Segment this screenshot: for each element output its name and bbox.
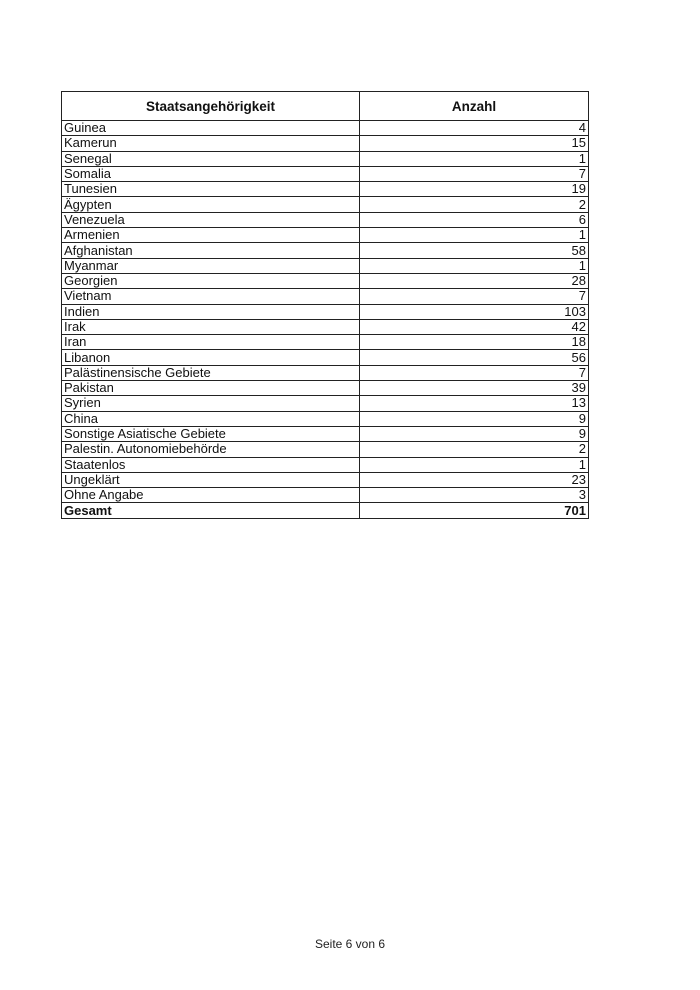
- cell-count: 7: [360, 365, 589, 380]
- cell-count: 42: [360, 319, 589, 334]
- cell-count: 39: [360, 381, 589, 396]
- cell-count: 56: [360, 350, 589, 365]
- cell-count: 23: [360, 472, 589, 487]
- cell-count: 2: [360, 197, 589, 212]
- cell-count: 58: [360, 243, 589, 258]
- table-row: [62, 121, 589, 136]
- cell-nationality: Myanmar: [62, 258, 360, 273]
- cell-nationality: Indien: [62, 304, 360, 319]
- cell-nationality: Staatenlos: [62, 457, 360, 472]
- table-row: [62, 457, 589, 472]
- table-row: [62, 212, 589, 227]
- cell-nationality: Palestin. Autonomiebehörde: [62, 442, 360, 457]
- nationality-table-container: [61, 91, 588, 519]
- cell-nationality: Tunesien: [62, 182, 360, 197]
- table-row: [62, 381, 589, 396]
- cell-nationality: Syrien: [62, 396, 360, 411]
- table-row: [62, 442, 589, 457]
- cell-nationality: Kamerun: [62, 136, 360, 151]
- cell-count: 1: [360, 457, 589, 472]
- cell-nationality: Pakistan: [62, 381, 360, 396]
- table-header-row: [62, 92, 589, 121]
- total-count: 701: [360, 503, 589, 518]
- cell-nationality: Ungeklärt: [62, 472, 360, 487]
- table-row: [62, 289, 589, 304]
- cell-nationality: Ägypten: [62, 197, 360, 212]
- table-row: [62, 197, 589, 212]
- cell-count: 4: [360, 121, 589, 136]
- page-number: Seite 6 von 6: [314, 937, 386, 951]
- cell-count: 3: [360, 488, 589, 503]
- table-row: [62, 243, 589, 258]
- table-row: [62, 396, 589, 411]
- cell-nationality: Vietnam: [62, 289, 360, 304]
- cell-nationality: Ohne Angabe: [62, 488, 360, 503]
- cell-count: 6: [360, 212, 589, 227]
- cell-count: 15: [360, 136, 589, 151]
- table-row: [62, 273, 589, 288]
- cell-count: 2: [360, 442, 589, 457]
- table-row: [62, 151, 589, 166]
- cell-nationality: Irak: [62, 319, 360, 334]
- table-row: [62, 258, 589, 273]
- cell-nationality: Afghanistan: [62, 243, 360, 258]
- cell-nationality: Palästinensische Gebiete: [62, 365, 360, 380]
- total-label: Gesamt: [62, 503, 360, 518]
- cell-count: 1: [360, 258, 589, 273]
- table-total-row: [62, 503, 589, 518]
- table-row: [62, 304, 589, 319]
- table-row: [62, 426, 589, 441]
- table-row: [62, 182, 589, 197]
- cell-count: 1: [360, 228, 589, 243]
- cell-nationality: China: [62, 411, 360, 426]
- cell-nationality: Libanon: [62, 350, 360, 365]
- table-row: [62, 136, 589, 151]
- table-row: [62, 350, 589, 365]
- cell-count: 9: [360, 411, 589, 426]
- cell-nationality: Iran: [62, 335, 360, 350]
- cell-count: 1: [360, 151, 589, 166]
- table-body: [62, 121, 589, 519]
- table-row: [62, 319, 589, 334]
- table-row: [62, 472, 589, 487]
- cell-nationality: Georgien: [62, 273, 360, 288]
- table-row: [62, 335, 589, 350]
- cell-nationality: Venezuela: [62, 212, 360, 227]
- cell-nationality: Sonstige Asiatische Gebiete: [62, 426, 360, 441]
- nationality-table: [61, 91, 589, 519]
- table-row: [62, 166, 589, 181]
- cell-count: 7: [360, 166, 589, 181]
- table-row: [62, 411, 589, 426]
- table-row: [62, 365, 589, 380]
- cell-count: 19: [360, 182, 589, 197]
- header-nationality: Staatsangehörigkeit: [62, 92, 360, 121]
- cell-nationality: Armenien: [62, 228, 360, 243]
- cell-count: 7: [360, 289, 589, 304]
- cell-nationality: Somalia: [62, 166, 360, 181]
- table-row: [62, 488, 589, 503]
- header-count: Anzahl: [360, 92, 589, 121]
- table-row: [62, 228, 589, 243]
- cell-count: 18: [360, 335, 589, 350]
- cell-count: 103: [360, 304, 589, 319]
- cell-count: 28: [360, 273, 589, 288]
- cell-nationality: Senegal: [62, 151, 360, 166]
- cell-count: 13: [360, 396, 589, 411]
- cell-count: 9: [360, 426, 589, 441]
- cell-nationality: Guinea: [62, 121, 360, 136]
